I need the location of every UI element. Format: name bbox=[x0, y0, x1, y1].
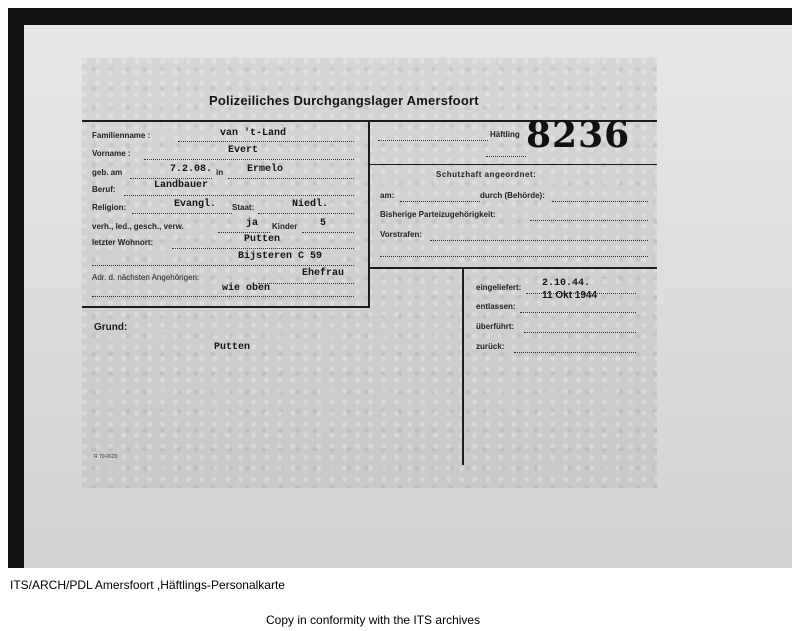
entlassen-value: 11 Okt 1944 bbox=[542, 290, 598, 301]
card-title: Polizeiliches Durchgangslager Amersfoort bbox=[209, 93, 479, 108]
wohnort-label: letzter Wohnort: bbox=[92, 238, 154, 247]
entlassen-label: entlassen: bbox=[476, 302, 516, 311]
schutzhaft-label: Schutzhaft angeordnet: bbox=[436, 170, 537, 179]
religion-label: Religion: bbox=[92, 203, 127, 212]
eingeliefert-label: eingeliefert: bbox=[476, 283, 522, 292]
haeftling-label: Häftling bbox=[490, 130, 520, 139]
conformity-caption: Copy in conformity with the ITS archives bbox=[266, 613, 481, 627]
zurueck-label: zurück: bbox=[476, 342, 505, 351]
haeftling-number: 8236 bbox=[526, 114, 631, 156]
angehoerige-label: Adr. d. nächsten Angehörigen: bbox=[92, 273, 200, 282]
vorstrafen-label: Vorstrafen: bbox=[380, 230, 423, 239]
ort-value: Ermelo bbox=[247, 164, 284, 175]
staat-value: Niedl. bbox=[292, 199, 329, 210]
dates-box-left-rule bbox=[462, 267, 464, 465]
verh-value: ja bbox=[246, 218, 259, 229]
number-box-rule bbox=[368, 164, 657, 165]
kinder-label: Kinder bbox=[272, 222, 298, 231]
vorname-value: Evert bbox=[228, 145, 259, 156]
partei-label: Bisherige Parteizugehörigkeit: bbox=[380, 210, 496, 219]
wohnort-value-line1: Putten bbox=[244, 234, 281, 245]
prisoner-card bbox=[82, 58, 657, 488]
angehoerige-value-line2: wie oben bbox=[222, 283, 271, 294]
familienname-value: van 't-Land bbox=[220, 128, 287, 139]
geb-label: geb. am bbox=[92, 168, 123, 177]
grund-value: Putten bbox=[214, 342, 251, 353]
beruf-value: Landbauer bbox=[154, 180, 209, 191]
am-label: am: bbox=[380, 191, 395, 200]
schutzhaft-box-bottom-rule bbox=[368, 267, 657, 269]
kinder-value: 5 bbox=[320, 218, 327, 229]
familienname-label: Familienname : bbox=[92, 131, 151, 140]
source-caption: ITS/ARCH/PDL Amersfoort ,Häftlings-Personalkarte bbox=[10, 578, 285, 592]
geb-value: 7.2.08. bbox=[170, 164, 213, 175]
staat-label: Staat: bbox=[232, 203, 255, 212]
eingeliefert-value: 2.10.44. bbox=[542, 278, 591, 289]
wohnort-value-line2: Bijsteren C 59 bbox=[238, 251, 323, 262]
vorname-label: Vorname : bbox=[92, 149, 131, 158]
religion-value: Evangl. bbox=[174, 199, 217, 210]
left-box-right-rule bbox=[368, 120, 370, 306]
beruf-label: Beruf: bbox=[92, 185, 116, 194]
in-label: in bbox=[216, 168, 224, 177]
behoerde-label: durch (Behörde): bbox=[480, 191, 545, 200]
ueberfuehrt-label: überführt: bbox=[476, 322, 515, 331]
angehoerige-value-line1: Ehefrau bbox=[302, 268, 345, 279]
left-box-bottom-rule bbox=[82, 306, 370, 308]
form-code: R 70-0620 bbox=[94, 454, 118, 460]
grund-label: Grund: bbox=[94, 322, 128, 333]
verh-label: verh., led., gesch., verw. bbox=[92, 222, 184, 231]
